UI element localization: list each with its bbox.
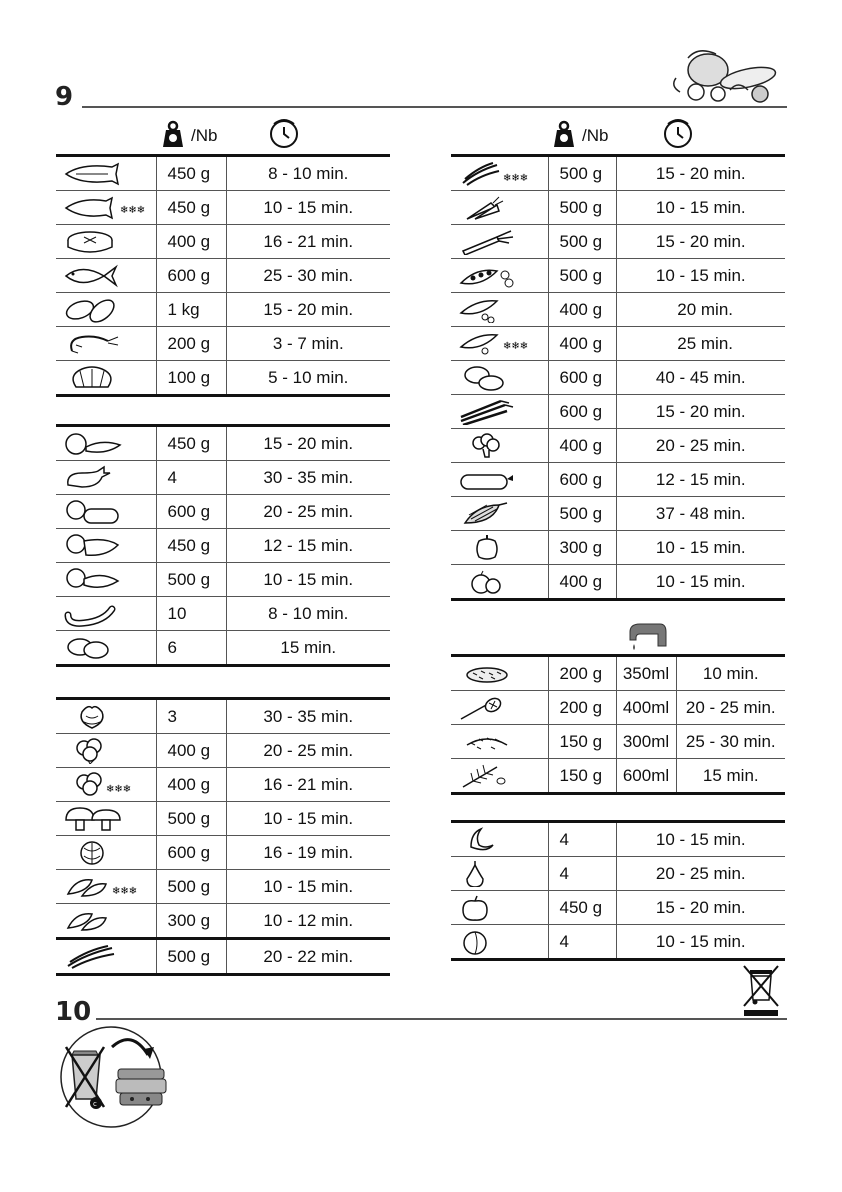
weight-cell: 10 (156, 597, 226, 631)
time-cell: 20 - 22 min. (226, 939, 390, 975)
asparagus-icon (457, 399, 517, 425)
table-row (56, 802, 390, 836)
table-row (56, 461, 390, 495)
meat-table (56, 424, 390, 667)
weight-cell: 200 g (156, 327, 226, 361)
time-cell: 12 - 15 min. (226, 529, 390, 563)
whole-fish-icon (62, 263, 122, 289)
weight-cell: 4 (548, 925, 616, 960)
table-row (56, 836, 390, 870)
potatoes-icon (457, 365, 517, 391)
chicken-fillet-icon (62, 431, 126, 457)
table-row (451, 497, 785, 531)
time-cell: 20 - 25 min. (676, 691, 785, 725)
semolina-icon (457, 729, 517, 755)
weight-cell: 400 g (156, 768, 226, 802)
time-cell: 10 - 15 min. (226, 870, 390, 904)
corn-icon (457, 501, 517, 527)
table-row (451, 429, 785, 463)
time-cell: 10 - 12 min. (226, 904, 390, 939)
frozen-fish-fillet-icon (62, 195, 152, 221)
time-cell: 40 - 45 min. (616, 361, 785, 395)
time-cell: 15 - 20 min. (226, 293, 390, 327)
table-row (56, 904, 390, 939)
apple-icon (457, 895, 517, 921)
svg-text:❄❄❄: ❄❄❄ (503, 340, 529, 352)
weight-cell: 500 g (548, 156, 616, 191)
nb-label: /Nb (191, 126, 218, 145)
chicken-leg-icon (62, 465, 122, 491)
timer-icon (662, 117, 694, 149)
nb-label: /Nb (582, 126, 609, 145)
weight-cell: 500 g (156, 802, 226, 836)
weight-cell: 4 (156, 461, 226, 495)
section-9-rule (82, 106, 787, 108)
artichoke-icon (62, 704, 122, 730)
mussels-icon (62, 297, 122, 323)
time-cell: 30 - 35 min. (226, 699, 390, 734)
time-cell: 10 - 15 min. (616, 259, 785, 293)
time-cell: 10 - 15 min. (226, 563, 390, 597)
table-row (56, 361, 390, 396)
time-cell: 25 min. (616, 327, 785, 361)
cauliflower-icon (62, 738, 122, 764)
weight-cell: 4 (548, 822, 616, 857)
table-row (56, 597, 390, 631)
weight-cell: 600 g (548, 361, 616, 395)
pork-chop-icon (62, 533, 126, 559)
time-cell: 8 - 10 min. (226, 597, 390, 631)
carrots-icon (457, 195, 517, 221)
green-beans-icon (62, 944, 122, 970)
table-row (451, 361, 785, 395)
scallop-icon (62, 365, 122, 391)
table-row (451, 925, 785, 960)
vegetables-table-1 (56, 697, 390, 976)
time-cell: 15 - 20 min. (616, 891, 785, 925)
time-cell: 10 - 15 min. (226, 191, 390, 225)
recycle-appliance-illustration (52, 1025, 170, 1129)
weight-cell: 300 g (156, 904, 226, 939)
rice-icon (457, 661, 517, 687)
table-row (56, 529, 390, 563)
time-cell: 20 - 25 min. (226, 734, 390, 768)
time-cell: 25 - 30 min. (676, 725, 785, 759)
weight-cell: 150 g (548, 759, 616, 794)
weight-cell: 400 g (548, 327, 616, 361)
weight-cell: 400 g (156, 734, 226, 768)
weight-cell: 500 g (548, 497, 616, 531)
table-row (451, 891, 785, 925)
water-cell: 400ml (616, 691, 676, 725)
time-cell: 10 - 15 min. (616, 191, 785, 225)
svg-text:c: c (93, 1100, 97, 1108)
weight-cell: 100 g (156, 361, 226, 396)
table-row (56, 225, 390, 259)
table-row (56, 259, 390, 293)
table-row (56, 293, 390, 327)
leek-icon (457, 229, 517, 255)
svg-text:❄❄❄: ❄❄❄ (120, 204, 146, 216)
eggs-icon (62, 635, 122, 661)
water-cell: 350ml (616, 656, 676, 691)
weight-cell: 600 g (156, 836, 226, 870)
table-row (56, 563, 390, 597)
peas-icon (457, 297, 517, 323)
spinach-icon (62, 908, 122, 934)
table-row (56, 191, 390, 225)
water-cell: 600ml (616, 759, 676, 794)
weight-cell: 200 g (548, 691, 616, 725)
table-row (451, 225, 785, 259)
time-cell: 12 - 15 min. (616, 463, 785, 497)
table-row (451, 691, 785, 725)
table-row (451, 156, 785, 191)
time-cell: 16 - 19 min. (226, 836, 390, 870)
table-row (451, 725, 785, 759)
time-cell: 10 - 15 min. (616, 565, 785, 600)
timer-icon (268, 117, 300, 149)
time-cell: 15 - 20 min. (226, 426, 390, 461)
mushrooms-icon (62, 806, 126, 832)
table-row (451, 327, 785, 361)
table-row (56, 156, 390, 191)
meat-fillet-icon (62, 499, 126, 525)
table-row (451, 857, 785, 891)
time-cell: 20 - 25 min. (616, 857, 785, 891)
time-cell: 15 - 20 min. (616, 395, 785, 429)
cabbage-icon (62, 840, 122, 866)
weight-cell: 450 g (156, 191, 226, 225)
time-cell: 10 - 15 min. (226, 802, 390, 836)
weee-bin-icon (740, 962, 782, 1018)
wild-rice-icon (457, 695, 517, 721)
table-row (451, 395, 785, 429)
time-cell: 20 - 25 min. (226, 495, 390, 529)
table-row (451, 822, 785, 857)
table-row (451, 531, 785, 565)
weight-cell: 6 (156, 631, 226, 666)
onion-icon (457, 569, 517, 595)
weight-cell: 400 g (548, 429, 616, 463)
time-cell: 15 - 20 min. (616, 156, 785, 191)
fish-steak-icon (62, 229, 122, 255)
time-cell: 37 - 48 min. (616, 497, 785, 531)
weight-cell: 600 g (548, 463, 616, 497)
table-row (451, 463, 785, 497)
table-row (451, 259, 785, 293)
table-row (451, 565, 785, 600)
table-row (451, 191, 785, 225)
time-cell: 10 - 15 min. (616, 822, 785, 857)
weight-cell: 500 g (156, 563, 226, 597)
time-cell: 20 - 25 min. (616, 429, 785, 463)
section-10-rule (96, 1018, 787, 1020)
weight-cell: 500 g (548, 225, 616, 259)
table-row (56, 426, 390, 461)
banana-icon (457, 827, 517, 853)
vegetables-table-2 (451, 154, 785, 601)
svg-text:❄❄❄: ❄❄❄ (503, 172, 529, 184)
table-row (56, 939, 390, 975)
weight-cell: 150 g (548, 725, 616, 759)
weight-cell: 450 g (548, 891, 616, 925)
pear-icon (457, 861, 517, 887)
table-row (56, 734, 390, 768)
apricot-icon (457, 929, 517, 955)
fish-table (56, 154, 390, 397)
weight-cell: 400 g (548, 565, 616, 600)
weight-cell: 400 g (156, 225, 226, 259)
weight-cell: 200 g (548, 656, 616, 691)
svg-text:❄❄❄: ❄❄❄ (106, 783, 132, 795)
table-row (56, 870, 390, 904)
time-cell: 10 - 15 min. (616, 925, 785, 960)
time-cell: 10 - 15 min. (616, 531, 785, 565)
zucchini-icon (457, 467, 517, 493)
table-row (56, 699, 390, 734)
wheat-icon (457, 763, 517, 789)
veal-escalope-icon (62, 567, 126, 593)
weight-cell: 500 g (548, 191, 616, 225)
frozen-peas-icon (457, 331, 547, 357)
weight-icon (160, 120, 186, 148)
weight-cell: 400 g (548, 293, 616, 327)
pepper-icon (457, 535, 517, 561)
weight-cell: 500 g (156, 870, 226, 904)
time-cell: 10 min. (676, 656, 785, 691)
table-row (56, 495, 390, 529)
weight-cell: 500 g (548, 259, 616, 293)
table-row (451, 293, 785, 327)
table-row (451, 656, 785, 691)
weight-cell: 500 g (156, 939, 226, 975)
food-illustration-icon (668, 48, 784, 104)
fish-fillet-icon (62, 161, 122, 187)
weight-cell: 600 g (548, 395, 616, 429)
table-row (56, 768, 390, 802)
time-cell: 15 - 20 min. (616, 225, 785, 259)
frozen-spinach-icon (62, 874, 152, 900)
weight-cell: 450 g (156, 529, 226, 563)
time-cell: 16 - 21 min. (226, 225, 390, 259)
grains-table (451, 654, 785, 795)
time-cell: 15 min. (676, 759, 785, 794)
weight-cell: 600 g (156, 259, 226, 293)
weight-cell: 300 g (548, 531, 616, 565)
peas-pod-icon (457, 263, 521, 289)
table-row (451, 759, 785, 794)
section-number-10: 10 (55, 997, 92, 1027)
table-row (56, 327, 390, 361)
svg-text:❄❄❄: ❄❄❄ (112, 885, 138, 897)
time-cell: 20 min. (616, 293, 785, 327)
weight-cell: 450 g (156, 426, 226, 461)
water-cell: 300ml (616, 725, 676, 759)
frozen-green-beans-icon (457, 161, 547, 187)
time-cell: 5 - 10 min. (226, 361, 390, 396)
weight-cell: 1 kg (156, 293, 226, 327)
table-row (56, 631, 390, 666)
frozen-cauliflower-icon (62, 772, 152, 798)
fruits-table (451, 820, 785, 961)
weight-cell: 4 (548, 857, 616, 891)
time-cell: 25 - 30 min. (226, 259, 390, 293)
broccoli-icon (457, 433, 517, 459)
fish-table-body (56, 156, 390, 396)
sausage-icon (62, 601, 122, 627)
weight-icon (551, 120, 577, 148)
section-number-9: 9 (55, 82, 74, 112)
time-cell: 8 - 10 min. (226, 156, 390, 191)
time-cell: 3 - 7 min. (226, 327, 390, 361)
time-cell: 15 min. (226, 631, 390, 666)
weight-cell: 450 g (156, 156, 226, 191)
time-cell: 30 - 35 min. (226, 461, 390, 495)
time-cell: 16 - 21 min. (226, 768, 390, 802)
shrimp-icon (62, 331, 122, 357)
water-tap-icon (626, 622, 670, 654)
weight-cell: 3 (156, 699, 226, 734)
weight-cell: 600 g (156, 495, 226, 529)
